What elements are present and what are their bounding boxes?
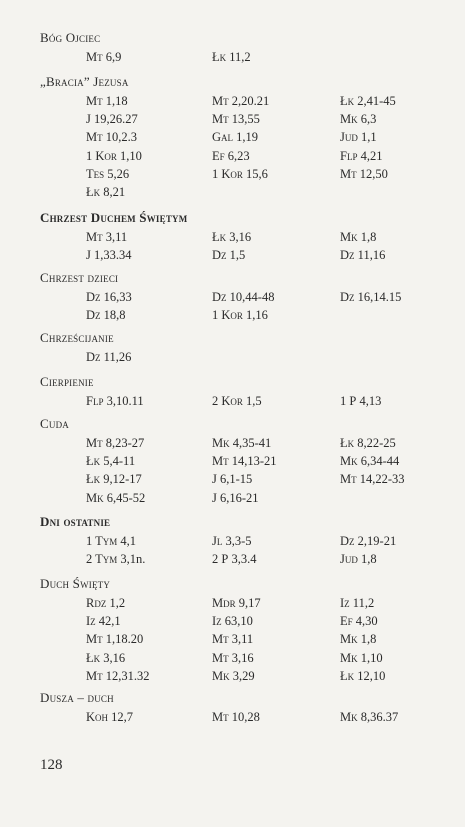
reference-entry [340,230,376,245]
reference-entry [86,230,127,245]
book-abbrev: Mk [212,436,230,450]
book-abbrev: Łk [86,454,101,469]
section-heading: Cuda [40,416,69,431]
book-abbrev: Mt [212,650,229,665]
book-abbrev: J [86,112,91,127]
book-abbrev: Łk [212,50,227,64]
verse-ref: 1,8 [357,230,377,244]
verse-ref: 2,19-21 [354,534,397,548]
reference-entry [212,167,268,182]
reference-entry [212,149,250,164]
book-abbrev: Mt [212,94,229,108]
book-abbrev: Mk [340,112,358,127]
verse-ref: 11,16 [354,248,386,263]
verse-ref: 42,1 [95,614,121,629]
reference-entry [340,596,374,611]
verse-ref: 1,5 [242,394,262,408]
reference-entry [86,472,142,487]
book-abbrev: Ef [212,148,225,163]
verse-ref: 12,31.32 [102,668,150,683]
book-abbrev: Mt [86,130,103,145]
verse-ref: 13,55 [228,112,260,127]
reference-entry [86,130,137,145]
verse-ref: 4,21 [357,148,383,163]
verse-ref: 6,16-21 [216,490,259,505]
book-abbrev: 2 P [212,552,229,567]
reference-entry [340,651,383,666]
verse-ref: 3,16 [228,650,254,665]
section-heading: Dni ostatnie [40,514,111,529]
section-heading: „Bracia” Jezusa [40,74,129,89]
book-abbrev: Ef [340,614,353,629]
reference-entry [86,350,131,365]
book-abbrev: Jl [212,534,223,548]
book-abbrev: Łk [86,650,101,665]
reference-entry [86,710,133,725]
verse-ref: 1,8 [357,552,377,567]
verse-ref: 3,10.11 [103,394,144,408]
verse-ref: 1,16 [242,308,268,323]
reference-entry [212,614,253,629]
reference-entry [212,596,261,611]
reference-entry [340,472,405,487]
verse-ref: 3,11 [102,230,128,244]
book-abbrev: Iz [86,614,96,629]
book-abbrev: Łk [340,94,355,108]
book-abbrev: Mt [86,632,103,647]
verse-ref: 5,4-11 [100,454,136,469]
verse-ref: 1,10 [357,650,383,665]
reference-entry [86,596,125,611]
book-abbrev: Mt [86,436,103,450]
reference-entry [86,632,143,647]
book-abbrev: J [212,490,217,505]
book-abbrev: Dz [86,350,101,364]
reference-entry [340,149,382,164]
book-abbrev: Mt [86,230,103,244]
book-abbrev: Jud [340,130,358,145]
verse-ref: 10,2.3 [102,130,137,145]
verse-ref: 9,12-17 [100,472,142,487]
verse-ref: 6,34-44 [357,454,400,469]
verse-ref: 8,21 [100,185,126,199]
reference-entry [340,94,396,109]
verse-ref: 12,50 [356,166,388,181]
book-abbrev: 2 Kor [212,394,243,408]
reference-entry [212,472,252,487]
verse-ref: 6,9 [102,50,122,64]
section-heading: Dusza – duch [40,690,114,705]
book-abbrev: 1 P [340,394,357,408]
book-abbrev: 1 Kor [212,308,243,323]
reference-entry [86,112,138,127]
verse-ref: 1,2 [106,596,126,610]
reference-entry [86,149,142,164]
book-abbrev: Mk [86,490,104,505]
book-abbrev: Mk [340,710,358,724]
book-abbrev: J [86,248,91,263]
verse-ref: 8,23-27 [102,436,145,450]
reference-entry [212,50,251,65]
reference-entry [212,290,274,305]
book-abbrev: 2 Tym [86,552,118,567]
verse-ref: 6,23 [224,148,250,163]
book-abbrev: Gal [212,130,234,145]
book-abbrev: Mt [212,632,229,647]
book-abbrev: Łk [212,230,227,244]
reference-entry [86,248,132,263]
verse-ref: 1,1 [357,130,377,145]
book-abbrev: Mk [340,632,358,647]
book-abbrev: Flp [86,394,104,408]
reference-entry [340,248,385,263]
section-heading: Bóg Ojciec [40,30,101,45]
book-abbrev: Mt [86,50,103,64]
reference-entry [340,614,378,629]
reference-entry [340,632,376,647]
verse-ref: 16,14.15 [354,290,402,304]
reference-entry [212,632,253,647]
reference-entry [212,454,277,469]
reference-entry [86,651,125,666]
reference-entry [86,308,126,323]
reference-entry [340,290,401,305]
verse-ref: 11,2 [226,50,251,64]
book-abbrev: 1 Tym [86,534,118,548]
verse-ref: 5,26 [104,166,130,181]
verse-ref: 15,6 [242,166,268,181]
book-abbrev: Mt [340,472,357,487]
book-abbrev: Mk [340,230,358,244]
book-abbrev: Łk [340,668,355,683]
book-abbrev: Flp [340,148,358,163]
verse-ref: 1,5 [226,248,246,263]
reference-entry [212,491,259,506]
book-abbrev: Dz [86,290,101,304]
verse-ref: 1,8 [357,632,377,647]
section-heading: Duch Święty [40,576,111,591]
reference-entry [340,436,396,451]
book-abbrev: Tes [86,166,105,181]
book-abbrev: Mt [86,94,103,108]
reference-entry [340,534,396,549]
book-abbrev: Mk [212,668,230,683]
reference-entry [212,308,268,323]
verse-ref: 4,35-41 [229,436,272,450]
reference-entry [212,248,245,263]
verse-ref: 1,18.20 [102,632,144,647]
section-heading: Chrzest Duchem Świętym [40,210,188,225]
verse-ref: 2,20.21 [228,94,270,108]
reference-entry [86,50,121,65]
book-abbrev: Dz [212,248,227,263]
reference-entry [340,710,398,725]
verse-ref: 3,11 [228,632,254,647]
reference-entry [212,130,258,145]
reference-entry [86,290,132,305]
reference-entry [86,491,145,506]
reference-entry [340,669,385,684]
reference-entry [86,552,145,567]
verse-ref: 3,3.4 [228,552,257,567]
reference-entry [86,534,136,549]
reference-entry [212,436,271,451]
section-heading: Chrześcijanie [40,330,114,345]
verse-ref: 12,7 [108,710,134,724]
verse-ref: 6,3 [357,112,377,127]
book-abbrev: Koh [86,710,109,724]
book-abbrev: Mt [212,454,229,469]
reference-entry [86,669,150,684]
verse-ref: 4,1 [117,534,137,548]
verse-ref: 10,44-48 [226,290,275,304]
reference-entry [86,185,125,200]
page-number: 128 [40,757,63,773]
book-abbrev: 1 Kor [212,166,243,181]
book-abbrev: Iz [212,614,222,629]
verse-ref: 4,30 [352,614,378,629]
reference-entry [212,534,252,549]
reference-entry [212,651,254,666]
reference-entry [212,710,260,725]
verse-ref: 12,10 [354,668,386,683]
verse-ref: 6,45-52 [103,490,146,505]
verse-ref: 3,29 [229,668,255,683]
book-abbrev: Iz [340,596,350,610]
verse-ref: 19,26.27 [90,112,138,127]
verse-ref: 2,41-45 [354,94,396,108]
book-abbrev: Mk [340,650,358,665]
reference-entry [212,669,255,684]
book-abbrev: Rdz [86,596,107,610]
verse-ref: 16,33 [100,290,132,304]
reference-entry [340,394,381,409]
book-abbrev: Mdr [212,596,236,610]
reference-entry [212,552,256,567]
verse-ref: 3,16 [100,650,126,665]
reference-entry [86,167,129,182]
reference-entry [340,112,376,127]
reference-entry [86,394,144,409]
verse-ref: 11,2 [349,596,375,610]
book-abbrev: 1 Kor [86,148,117,163]
verse-ref: 3,1n. [117,552,146,567]
book-abbrev: Łk [340,436,355,450]
section-heading: Chrzest dzieci [40,270,119,285]
book-abbrev: Łk [86,185,101,199]
verse-ref: 14,13-21 [228,454,277,469]
book-abbrev: Mt [212,112,229,127]
book-abbrev: Mt [86,668,103,683]
reference-entry [86,436,144,451]
verse-ref: 1,19 [233,130,259,145]
verse-ref: 11,26 [100,350,132,364]
reference-entry [86,454,135,469]
verse-ref: 4,13 [356,394,382,408]
book-abbrev: Jud [340,552,358,567]
reference-entry [86,614,121,629]
verse-ref: 14,22-33 [356,472,405,487]
reference-entry [86,94,128,109]
verse-ref: 63,10 [221,614,253,629]
reference-entry [340,454,399,469]
book-abbrev: Dz [340,534,355,548]
verse-ref: 1,18 [102,94,128,108]
book-abbrev: Dz [340,290,355,304]
verse-ref: 6,1-15 [216,472,253,487]
verse-ref: 3,16 [226,230,252,244]
book-abbrev: Mt [212,710,229,724]
book-abbrev: Dz [340,248,355,263]
verse-ref: 1,33.34 [90,248,132,263]
verse-ref: 9,17 [235,596,261,610]
reference-entry [212,94,269,109]
book-abbrev: J [212,472,217,487]
book-abbrev: Dz [212,290,227,304]
reference-entry [212,230,251,245]
verse-ref: 18,8 [100,308,126,323]
reference-entry [340,130,377,145]
verse-ref: 8,22-25 [354,436,396,450]
verse-ref: 3,3-5 [222,534,252,548]
reference-entry [212,394,262,409]
verse-ref: 8,36.37 [357,710,399,724]
verse-ref: 10,28 [228,710,260,724]
verse-ref: 1,10 [116,148,142,163]
book-abbrev: Dz [86,308,101,323]
reference-entry [340,552,377,567]
reference-entry [212,112,260,127]
reference-entry [340,167,388,182]
book-abbrev: Łk [86,472,101,487]
book-abbrev: Mk [340,454,358,469]
section-heading: Cierpienie [40,374,94,389]
book-abbrev: Mt [340,166,357,181]
